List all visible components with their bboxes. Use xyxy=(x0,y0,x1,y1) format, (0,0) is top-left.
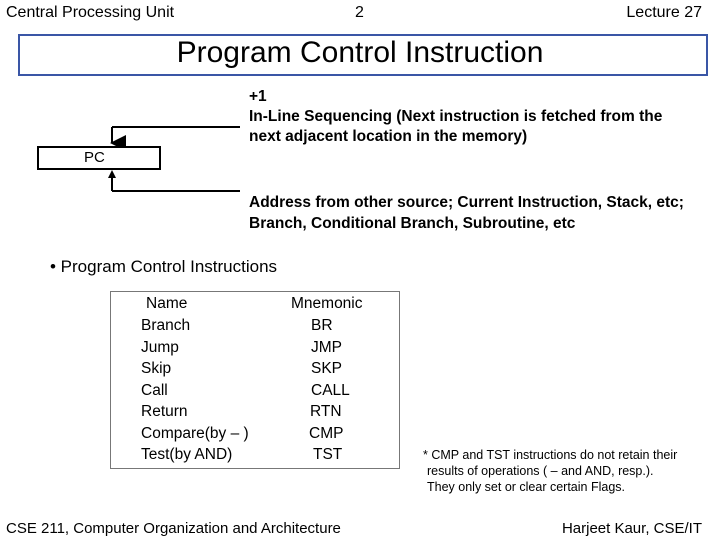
branch-text-1: Address from other source; Current Instruction, Stack, etc; xyxy=(249,194,684,211)
inline-text-2: In-Line Sequencing (Next instruction is fetched from the xyxy=(249,108,663,125)
table-row-mnemonic: JMP xyxy=(311,339,342,356)
table-row-name: Call xyxy=(141,382,168,399)
lecture-label: Lecture 27 xyxy=(626,4,702,21)
inline-text-3: next adjacent location in the memory) xyxy=(249,128,528,145)
page-title: Program Control Instruction xyxy=(176,36,544,69)
table-header-mnemonic: Mnemonic xyxy=(291,295,363,312)
footer-course: CSE 211, Computer Organization and Architecture xyxy=(6,520,341,537)
table-row-mnemonic: RTN xyxy=(310,403,342,420)
table-header-name: Name xyxy=(146,295,188,312)
footnote xyxy=(423,447,677,495)
table-row-mnemonic: CALL xyxy=(311,382,350,399)
table-row-name: Return xyxy=(141,403,188,420)
table-row-name: Skip xyxy=(141,360,172,377)
page-number: 2 xyxy=(355,4,364,21)
table-row-name: Jump xyxy=(141,339,179,356)
table-row-mnemonic: SKP xyxy=(311,360,343,377)
inline-text-1: +1 xyxy=(249,88,267,105)
table-row-name: Compare(by – ) xyxy=(141,425,249,442)
footnote-line: results of operations ( – and AND, resp.). xyxy=(427,464,654,478)
pc-label: PC xyxy=(84,149,105,166)
footer-author: Harjeet Kaur, CSE/IT xyxy=(561,520,702,537)
bullet-heading: • Program Control Instructions xyxy=(50,257,278,276)
table-row-mnemonic: TST xyxy=(313,446,343,463)
table-row-name: Branch xyxy=(141,317,191,334)
table-row-mnemonic: BR xyxy=(311,317,333,334)
course-header: Central Processing Unit xyxy=(6,4,175,21)
branch-text-2: Branch, Conditional Branch, Subroutine, etc xyxy=(249,215,576,232)
branch-arrowhead xyxy=(108,170,116,178)
table-row-mnemonic: CMP xyxy=(309,425,344,442)
footnote-line: * CMP and TST instructions do not retain their xyxy=(423,448,678,462)
table-row-name: Test(by AND) xyxy=(141,446,233,463)
footnote-line: They only set or clear certain Flags. xyxy=(427,480,625,494)
